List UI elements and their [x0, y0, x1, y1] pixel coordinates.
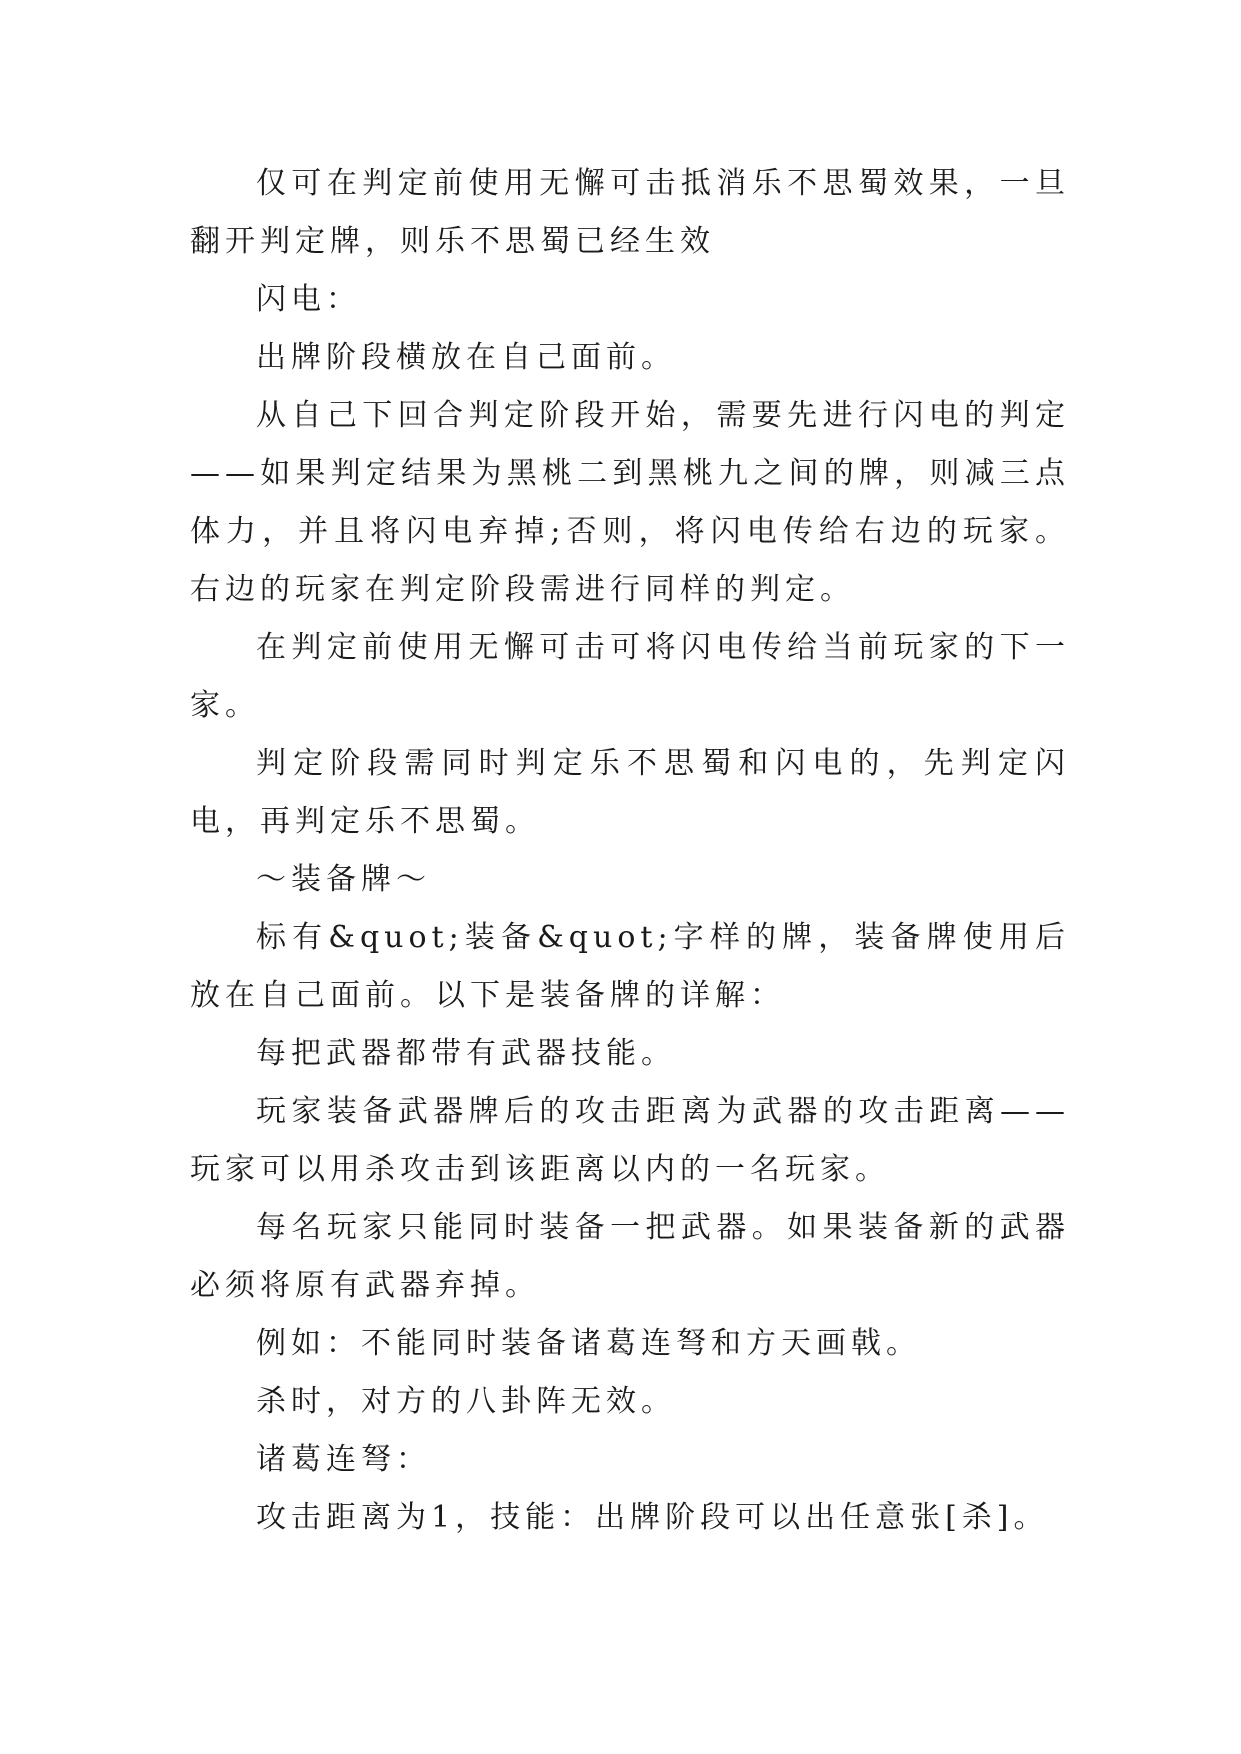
paragraph-lightning-heading: 闪电： — [256, 282, 361, 317]
paragraph-crossbow-heading: 诸葛连弩： — [256, 1442, 431, 1477]
paragraph-judgement-order: 判定阶段需同时判定乐不思蜀和闪电的，先判定闪电，再判定乐不思蜀。 — [190, 746, 1070, 839]
paragraph-equipment-intro: 标有&quot;装备&quot;字样的牌，装备牌使用后放在自己面前。以下是装备牌的详解： — [190, 920, 1070, 1013]
paragraph-one-weapon: 每名玩家只能同时装备一把武器。如果装备新的武器必须将原有武器弃掉。 — [190, 1210, 1070, 1303]
paragraph-lightning-nullify: 在判定前使用无懈可击可将闪电传给当前玩家的下一家。 — [190, 630, 1070, 723]
paragraph-lightning-judgement: 从自己下回合判定阶段开始，需要先进行闪电的判定——如果判定结果为黑桃二到黑桃九之间的牌，则减三点体力，并且将闪电弃掉;否则，将闪电传给右边的玩家。右边的玩家在判定阶段需进行同样的判定。 — [190, 398, 1070, 607]
document-body — [190, 155, 1070, 1547]
paragraph-le-bu-si-shu-note: 仅可在判定前使用无懈可击抵消乐不思蜀效果，一旦翻开判定牌，则乐不思蜀已经生效 — [190, 166, 1070, 259]
paragraph-crossbow-skill: 攻击距离为1，技能：出牌阶段可以出任意张[杀]。 — [256, 1500, 1049, 1535]
paragraph-bagua-note: 杀时，对方的八卦阵无效。 — [256, 1384, 676, 1419]
paragraph-lightning-play: 出牌阶段横放在自己面前。 — [256, 340, 676, 375]
paragraph-weapon-skill: 每把武器都带有武器技能。 — [256, 1036, 676, 1071]
paragraph-equipment-heading: ～装备牌～ — [256, 862, 431, 897]
paragraph-example: 例如：不能同时装备诸葛连弩和方天画戟。 — [256, 1326, 921, 1361]
paragraph-weapon-range: 玩家装备武器牌后的攻击距离为武器的攻击距离——玩家可以用杀攻击到该距离以内的一名玩家。 — [190, 1094, 1070, 1187]
